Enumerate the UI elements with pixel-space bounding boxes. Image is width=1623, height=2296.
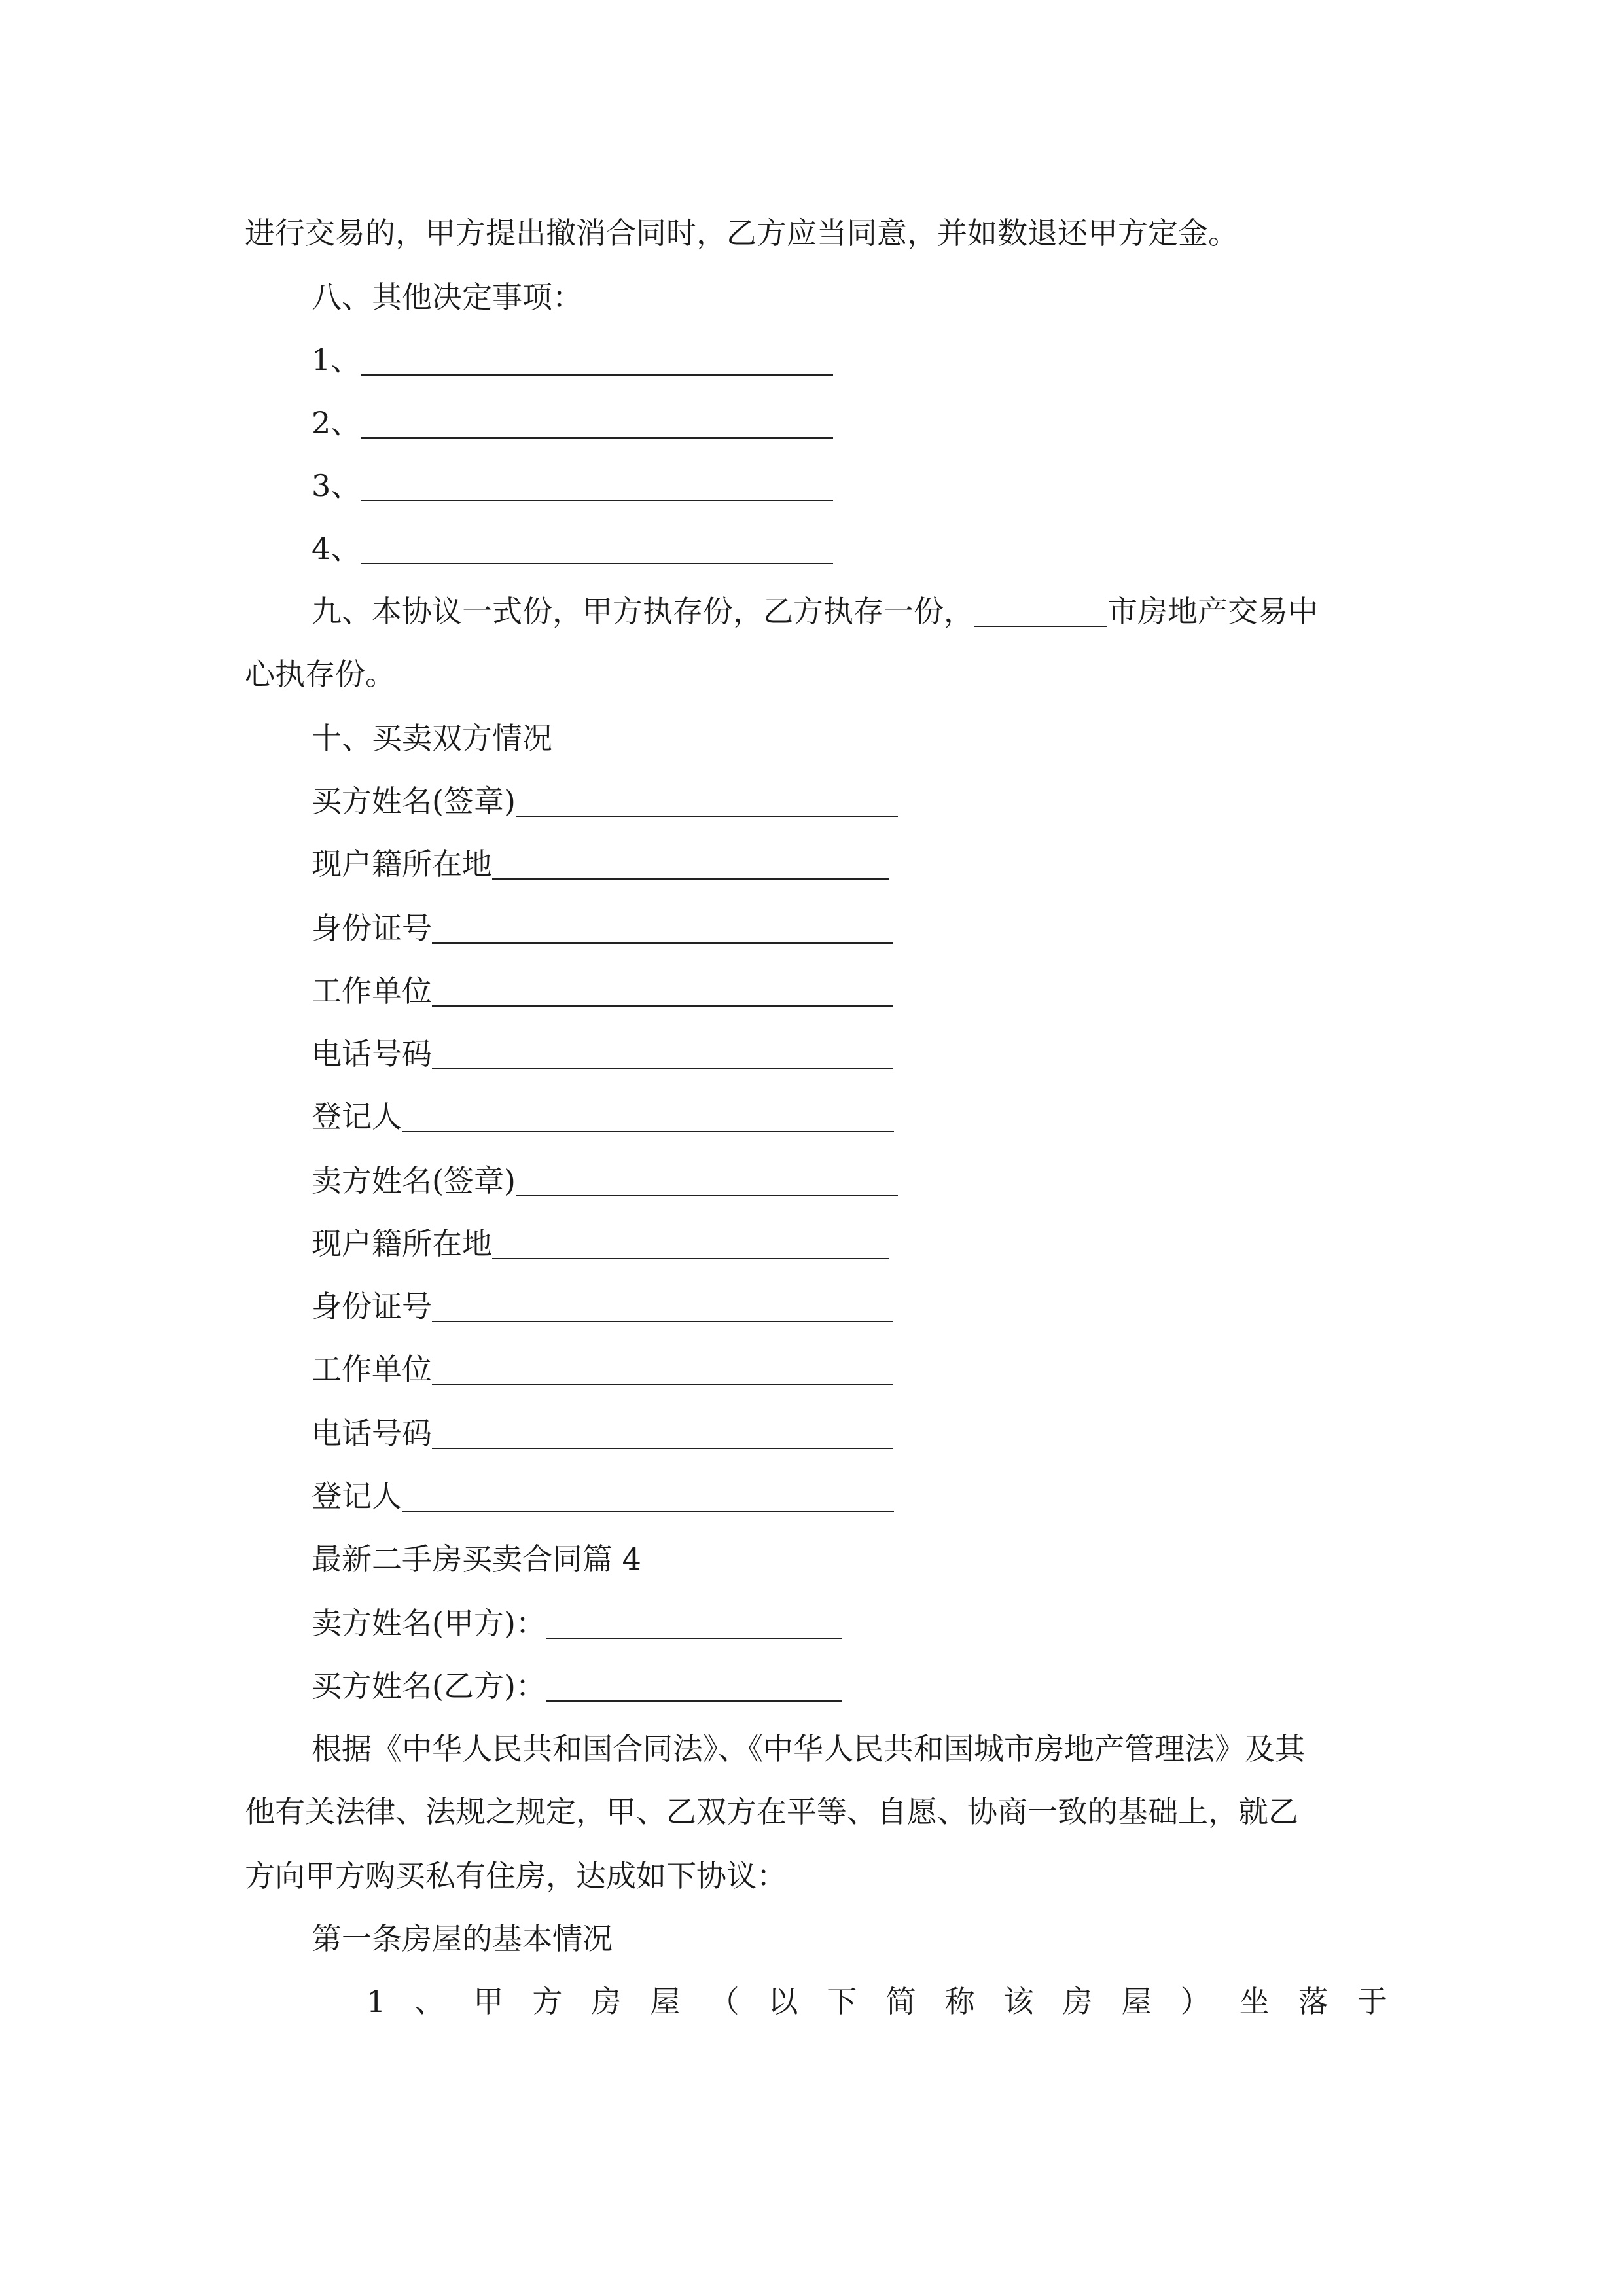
- char: 1: [366, 1984, 386, 2019]
- article-1-item-1: [366, 1982, 1387, 2021]
- fill-blank[interactable]: [546, 1672, 842, 1702]
- fill-blank[interactable]: [516, 787, 898, 817]
- char: 房: [591, 1984, 622, 2019]
- fill-blank[interactable]: [432, 977, 893, 1007]
- fill-blank[interactable]: [432, 914, 893, 944]
- field-label: 现户籍所在地: [312, 846, 492, 882]
- field-label: 现户籍所在地: [312, 1226, 492, 1261]
- preamble-line-2: [245, 1792, 1298, 1831]
- fill-blank[interactable]: [402, 1482, 894, 1512]
- field-label: 工作单位: [312, 973, 432, 1009]
- buyer-name-field: [312, 781, 898, 821]
- text: 最新二手房买卖合同篇 4: [312, 1541, 641, 1577]
- char: 甲: [473, 1984, 504, 2019]
- seller-name-field: [312, 1161, 898, 1200]
- buyer-work-field: [312, 971, 893, 1011]
- char: （: [709, 1984, 740, 2019]
- contract-4-title: [312, 1539, 641, 1579]
- char: 方: [532, 1984, 563, 2019]
- char: 、: [414, 1984, 445, 2019]
- preamble-line-3: [245, 1856, 787, 1895]
- field-label: 电话号码: [312, 1416, 432, 1451]
- field-label: 登记人: [312, 1479, 402, 1514]
- text: 进行交易的，甲方提出撤消合同时，乙方应当同意，并如数退还甲方定金。: [245, 215, 1238, 251]
- seller-phone-field: [312, 1414, 893, 1453]
- item-label: 3、: [312, 468, 361, 503]
- item-label: 1、: [312, 342, 361, 378]
- text: 十、买卖双方情况: [312, 721, 552, 756]
- text: 第一条房屋的基本情况: [312, 1921, 613, 1956]
- buyer-id-field: [312, 908, 893, 948]
- text: 心执存份。: [245, 656, 395, 692]
- text: 方向甲方购买私有住房，达成如下协议：: [245, 1858, 787, 1893]
- text: 市房地产交易中: [1107, 594, 1318, 629]
- fill-blank[interactable]: [546, 1609, 842, 1639]
- buyer-phone-field: [312, 1034, 893, 1073]
- field-label: 身份证号: [312, 910, 432, 946]
- fill-blank[interactable]: [432, 1039, 893, 1069]
- text: 他有关法律、法规之规定，甲、乙双方在平等、自愿、协商一致的基础上，就乙: [245, 1794, 1298, 1829]
- field-label: 买方姓名(签章): [312, 783, 516, 819]
- fill-blank[interactable]: [492, 1229, 889, 1259]
- fill-blank[interactable]: [361, 346, 833, 376]
- char: 于: [1357, 1984, 1387, 2019]
- other-matter-item-4: [312, 529, 833, 568]
- fill-blank[interactable]: [974, 597, 1107, 627]
- fill-blank[interactable]: [432, 1419, 893, 1449]
- field-label: 身份证号: [312, 1289, 432, 1324]
- char: 落: [1298, 1984, 1329, 2019]
- other-matter-item-1: [312, 340, 833, 380]
- preamble-line-1: [312, 1729, 1305, 1768]
- char: 称: [944, 1984, 975, 2019]
- seller-work-field: [312, 1350, 893, 1389]
- field-label: 电话号码: [312, 1036, 432, 1071]
- other-matter-item-3: [312, 466, 833, 505]
- char: 以: [768, 1984, 798, 2019]
- section-9-line-1: [312, 592, 1318, 631]
- other-matter-item-2: [312, 403, 833, 442]
- fill-blank[interactable]: [361, 471, 833, 501]
- item-label: 2、: [312, 405, 361, 440]
- text: 九、本协议一式份，甲方执存份，乙方执存一份，: [312, 594, 974, 629]
- char: 该: [1003, 1984, 1034, 2019]
- char: 简: [885, 1984, 916, 2019]
- char: 屋: [650, 1984, 681, 2019]
- seller-hukou-field: [312, 1224, 889, 1263]
- text: 八、其他决定事项：: [312, 279, 582, 315]
- char: 下: [827, 1984, 857, 2019]
- fill-blank[interactable]: [492, 850, 889, 880]
- field-label: 登记人: [312, 1099, 402, 1134]
- section-9-line-2: [245, 655, 395, 694]
- buyer-registrar-field: [312, 1097, 894, 1136]
- field-label: 卖方姓名(甲方)：: [312, 1605, 546, 1641]
- fill-blank[interactable]: [432, 1292, 893, 1322]
- paragraph-line: [245, 213, 1238, 253]
- fill-blank[interactable]: [516, 1166, 898, 1196]
- item-label: 4、: [312, 531, 361, 566]
- section-10-title: [312, 719, 552, 758]
- fill-blank[interactable]: [361, 408, 833, 439]
- fill-blank[interactable]: [361, 534, 833, 564]
- seller-registrar-field: [312, 1477, 894, 1516]
- fill-blank[interactable]: [432, 1355, 893, 1385]
- buyer-party-field: [312, 1666, 842, 1706]
- buyer-hukou-field: [312, 844, 889, 884]
- section-8-title: [312, 278, 582, 317]
- fill-blank[interactable]: [402, 1102, 894, 1132]
- seller-id-field: [312, 1287, 893, 1326]
- field-label: 卖方姓名(签章): [312, 1163, 516, 1198]
- char: ）: [1180, 1984, 1211, 2019]
- field-label: 工作单位: [312, 1352, 432, 1387]
- article-1-title: [312, 1919, 613, 1958]
- field-label: 买方姓名(乙方)：: [312, 1668, 546, 1704]
- char: 坐: [1239, 1984, 1270, 2019]
- text: 根据《中华人民共和国合同法》、《中华人民共和国城市房地产管理法》及其: [312, 1731, 1305, 1767]
- seller-party-field: [312, 1604, 842, 1643]
- char: 屋: [1121, 1984, 1152, 2019]
- char: 房: [1062, 1984, 1093, 2019]
